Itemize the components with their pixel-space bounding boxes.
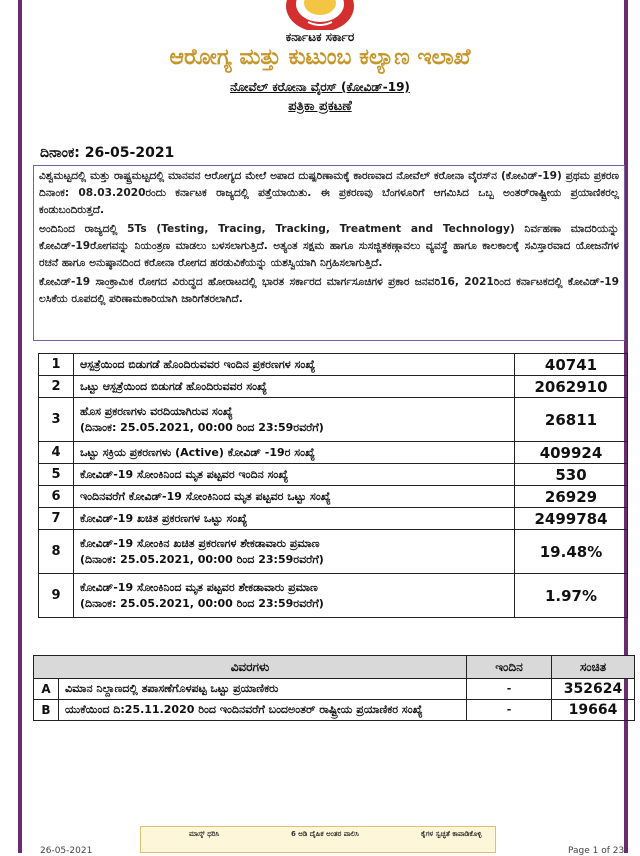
row-label	[74, 486, 515, 508]
row-number: 6	[39, 486, 74, 508]
header-cumulative: ಸಂಚಿತ	[552, 656, 635, 679]
row-label	[74, 530, 515, 574]
row-label-text: ಕೋವಿಡ್-19 ಸೋಂಕಿನಿಂದ ಮೃತ ಪಟ್ಟವರ ಶೇಕಡಾವಾರು ಪ್ರಮಾಣ	[80, 580, 318, 594]
travel-table	[33, 655, 635, 721]
row-number: 9	[39, 574, 74, 618]
travel-row	[34, 679, 635, 700]
row-value: 26929	[515, 486, 628, 508]
row-label-text: ಕೋವಿಡ್-19 ಸೋಂಕಿನಿಂದ ಮೃತ ಪಟ್ಟವರ ಇಂದಿನ ಸಂಖ್ಯೆ	[80, 467, 289, 481]
row-label-text: ಒಟ್ಟು ಆಸ್ಪತ್ರೆಯಿಂದ ಬಿಡುಗಡೆ ಹೊಂದಿರುವವರ ಸಂಖ್ಯೆ	[80, 379, 267, 393]
page-border-left	[18, 0, 22, 853]
row-number: 7	[39, 508, 74, 530]
travel-row-index: B	[34, 700, 59, 721]
banner-handwash-text: ಕೈಗಳ ಸ್ವಚ್ಛತೆ ಕಾಪಾಡಿಕೊಳ್ಳಿ	[421, 830, 482, 838]
row-label-text: ಇಂದಿನವರೆಗೆ ಕೋವಿಡ್-19 ಸೋಂಕಿನಿಂದ ಮೃತ ಪಟ್ಟವರ ಒಟ್ಟು ಸಂಖ್ಯೆ	[80, 489, 331, 503]
row-number: 3	[39, 398, 74, 442]
banner-mask-text: ಮಾಸ್ಕ್ ಧರಿಸಿ	[189, 830, 220, 838]
travel-row	[34, 700, 635, 721]
travel-row-cumulative: 352624	[552, 679, 635, 700]
stats-row	[39, 398, 628, 442]
travel-row-cumulative: 19664	[552, 700, 635, 721]
row-date-note: (ದಿನಾಂಕ: 25.05.2021, 00:00 ರಿಂದ 23:59ರವರೆಗೆ)	[80, 596, 324, 610]
row-label	[74, 574, 515, 618]
row-value: 2062910	[515, 376, 628, 398]
banner-distance-text: 6 ಅಡಿ ದೈಹಿಕ ಅಂತರ ಪಾಲಿಸಿ	[291, 830, 359, 838]
row-number: 8	[39, 530, 74, 574]
stats-row	[39, 574, 628, 618]
row-label-text: ಕೋವಿಡ್-19 ಖಚಿತ ಪ್ರಕರಣಗಳ ಒಟ್ಟು ಸಂಖ್ಯೆ	[80, 511, 248, 525]
stats-row	[39, 486, 628, 508]
intro-box	[33, 165, 625, 341]
government-title: ಕರ್ನಾಟಕ ಸರ್ಕಾರ	[285, 30, 355, 44]
row-number: 2	[39, 376, 74, 398]
row-label	[74, 354, 515, 376]
row-label-text: ಕೋವಿಡ್-19 ಸೋಂಕಿನ ಖಚಿತ ಪ್ರಕರಣಗಳ ಶೇಕಡಾವಾರು ಪ್ರಮಾಣ	[80, 536, 320, 550]
row-label	[74, 442, 515, 464]
row-label	[74, 464, 515, 486]
travel-row-today: -	[467, 700, 552, 721]
safety-banner	[140, 826, 496, 853]
row-date-note: (ದಿನಾಂಕ: 25.05.2021, 00:00 ರಿಂದ 23:59ರವರೆಗೆ)	[80, 420, 324, 434]
press-release-heading: ಪತ್ರಿಕಾ ಪ್ರಕಟಣೆ	[288, 99, 352, 114]
stats-row	[39, 464, 628, 486]
karnataka-emblem-icon	[284, 0, 356, 30]
row-label	[74, 398, 515, 442]
travel-row-index: A	[34, 679, 59, 700]
travel-row-today: -	[467, 679, 552, 700]
row-value: 2499784	[515, 508, 628, 530]
travel-row-label: ವಿಮಾನ ನಿಲ್ದಾಣದಲ್ಲಿ ತಪಾಸಣೆಗೊಳಪಟ್ಟ ಒಟ್ಟು ಪ್ರಯಾಣಿಕರು	[59, 679, 467, 700]
intro-paragraph: ಕೋವಿಡ್-19 ಸಾಂಕ್ರಾಮಿಕ ರೋಗದ ವಿರುದ್ಧದ ಹೋರಾಟದಲ್ಲಿ ಭಾರತ ಸರ್ಕಾರದ ಮಾರ್ಗಸೂಚಿಗಳ ಪ್ರಕಾರ ಜನವರಿ16, 2021ರಿಂದ ಕರ್ನಾಟಕದಲ್ಲಿ ಕೋವಿಡ್-19 ಲಸಿಕೆಯ ರೂಪದಲ್ಲಿ ಪರಿಣಾಮಕಾರಿಯಾಗಿ ಜಾರಿಗೆತರಲಾಗಿದೆ.	[39, 276, 619, 305]
department-title: ಆರೋಗ್ಯ ಮತ್ತು ಕುಟುಂಬ ಕಲ್ಯಾಣ ಇಲಾಖೆ	[169, 45, 471, 70]
travel-header-row	[34, 656, 635, 679]
row-value: 26811	[515, 398, 628, 442]
row-label	[74, 508, 515, 530]
row-number: 1	[39, 354, 74, 376]
intro-paragraph: ವಿಶ್ವಮಟ್ಟದಲ್ಲಿ ಮತ್ತು ರಾಷ್ಟ್ರಮಟ್ಟದಲ್ಲಿ ಮಾನವನ ಆರೋಗ್ಯದ ಮೇಲೆ ಅಪಾದ ದುಷ್ಪರಿಣಾಮಕ್ಕೆ ಕಾರಣವಾದ ನೋವೆಲ್ ಕರೋನಾ ವೈರಸ್‌ನ (ಕೋವಿಡ್-19) ಪ್ರಥಮ ಪ್ರಕರಣ ದಿನಾಂಕ: 08.03.2020ರಂದು ಕರ್ನಾಟಕ ರಾಜ್ಯದಲ್ಲಿ ಪತ್ತೆಯಾಯಿತು. ಈ ಪ್ರಕರಣವು ಬೆಂಗಳೂರಿಗೆ ಆಗಮಿಸಿದ ಒಬ್ಬ ಅಂತರ್‌ರಾಷ್ಟ್ರೀಯ ಪ್ರಯಾಣಿಕರಲ್ಲ ಕಂಡುಬಂದಿರುತ್ತದೆ.	[39, 170, 619, 216]
footer-date: 26-05-2021	[40, 846, 93, 856]
intro-paragraph: ಅಂದಿನಿಂದ ರಾಜ್ಯದಲ್ಲಿ 5Ts (Testing, Tracing, Tracking, Treatment and Technology) ನಿರ್ವಹಣಾ ಮಾದರಿಯನ್ನು ಕೋವಿಡ್-19ರೋಗವನ್ನು ನಿಯಂತ್ರಣ ಮಾಡಲು ಬಳಸಲಾಗುತ್ತಿದೆ. ಅತ್ಯಂತ ಸಕ್ಷಮ ಹಾಗೂ ಸುಸಜ್ಜಿತಕಣ್ಗಾವಲು ವ್ಯವಸ್ಥೆ ಹಾಗೂ ಕಾಲಕಾಲಕ್ಕೆ ಸವಿಸ್ತಾರವಾದ ಯೋಜನೆಗಳ ರಚನೆ ಹಾಗೂ ಅನುಷ್ಠಾನದಿಂದ ಕರೋನಾ ರೋಗದ ಹರಡುವಿಕೆಯನ್ನು ಯಶಸ್ವಿಯಾಗಿ ನಿಗ್ರಹಿಸಲಾಗುತ್ತಿದೆ.	[39, 223, 619, 269]
release-date: ದಿನಾಂಕ: 26-05-2021	[40, 145, 175, 161]
row-value: 19.48%	[515, 530, 628, 574]
row-number: 5	[39, 464, 74, 486]
stats-row	[39, 376, 628, 398]
stats-row	[39, 530, 628, 574]
stats-row	[39, 442, 628, 464]
travel-row-label: ಯುಕೆಯಿಂದ ದಿ:25.11.2020 ರಿಂದ ಇಂದಿನವರೆಗೆ ಬಂದಅಂತರ್ ರಾಷ್ಟ್ರೀಯ ಪ್ರಯಾಣಿಕರ ಸಂಖ್ಯೆ	[59, 700, 467, 721]
row-value: 530	[515, 464, 628, 486]
row-label-text: ಹೊಸ ಪ್ರಕರಣಗಳು ವರದಿಯಾಗಿರುವ ಸಂಖ್ಯೆ	[80, 404, 233, 418]
row-number: 4	[39, 442, 74, 464]
row-label-text: ಒಟ್ಟು ಸಕ್ರಿಯ ಪ್ರಕರಣಗಳು (Active) ಕೋವಿಡ್ -19ರ ಸಂಖ್ಯೆ	[80, 445, 315, 459]
row-date-note: (ದಿನಾಂಕ: 25.05.2021, 00:00 ರಿಂದ 23:59ರವರೆಗೆ)	[80, 552, 324, 566]
stats-row	[39, 354, 628, 376]
header-today: ಇಂದಿನ	[467, 656, 552, 679]
stats-table	[38, 353, 628, 618]
stats-row	[39, 508, 628, 530]
row-label-text: ಆಸ್ಪತ್ರೆಯಿಂದ ಬಿಡುಗಡೆ ಹೊಂದಿರುವವರ ಇಂದಿನ ಪ್ರಕರಣಗಳ ಸಂಖ್ಯೆ	[80, 357, 316, 371]
header-details: ವಿವರಗಳು	[34, 656, 467, 679]
row-label	[74, 376, 515, 398]
row-value: 40741	[515, 354, 628, 376]
footer-page-number: Page 1 of 23	[568, 846, 625, 856]
subject-heading: ನೋವೆಲ್ ಕರೋನಾ ವೈರಸ್ (ಕೋವಿಡ್-19)	[230, 80, 410, 94]
row-value: 409924	[515, 442, 628, 464]
row-value: 1.97%	[515, 574, 628, 618]
